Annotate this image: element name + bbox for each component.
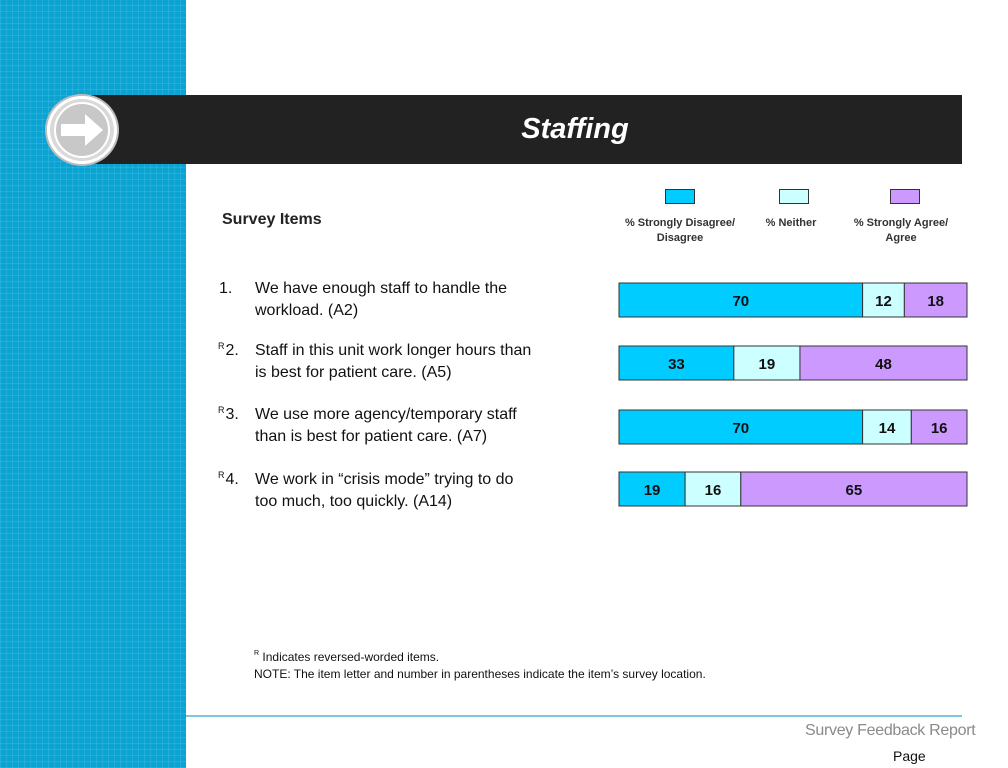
item-number: $^R$4.	[218, 470, 239, 488]
survey-items-heading: Survey Items	[222, 211, 322, 228]
item-text: We work in “crisis mode” trying to do too much, too quickly. (A14)	[255, 471, 514, 510]
footer-divider	[186, 715, 962, 717]
page-title: Staffing	[521, 113, 629, 145]
arrow-right-icon	[47, 96, 117, 164]
footer-brand: Survey Feedback Report	[805, 722, 976, 739]
bar-value-label: 19	[758, 356, 776, 373]
reversed-note: $^R$ Indicates reversed-worded items.	[254, 650, 440, 664]
bar-value-label: 70	[732, 420, 750, 437]
legend-label-disagree: % Strongly Disagree/ Disagree	[624, 217, 736, 244]
item-number: $^R$2.	[218, 341, 239, 359]
bar-value-label: 14	[878, 420, 896, 437]
bar-value-label: 18	[927, 293, 945, 310]
stacked-bar-chart	[600, 270, 980, 520]
survey-location-note: NOTE: The item letter and number in parentheses indicate the item’s survey location.	[254, 667, 706, 681]
bar-value-label: 33	[668, 356, 685, 373]
bar-value-label: 19	[643, 482, 661, 499]
item-text: We use more agency/temporary staff than is best for patient care. (A7)	[255, 406, 517, 445]
page-label: Page	[893, 748, 926, 764]
item-number: $^R$3.	[218, 405, 239, 423]
item-text: We have enough staff to handle the workload. (A2)	[255, 280, 508, 319]
item-text: Staff in this unit work longer hours than is best for patient care. (A5)	[255, 342, 532, 381]
bar-value-label: 70	[732, 293, 750, 310]
bar-value-label: 12	[875, 293, 892, 310]
legend-label-agree: % Strongly Agree/ Agree	[853, 217, 949, 244]
bar-value-label: 16	[704, 482, 722, 499]
item-number: 1.	[219, 280, 233, 297]
legend-swatch-agree	[890, 189, 920, 204]
bar-value-label: 65	[845, 482, 863, 499]
legend-swatch-disagree	[665, 189, 695, 204]
legend-label-neither: % Neither	[765, 217, 817, 229]
bar-value-label: 48	[875, 356, 892, 373]
legend-swatch-neither	[779, 189, 809, 204]
bar-value-label: 16	[930, 420, 948, 437]
